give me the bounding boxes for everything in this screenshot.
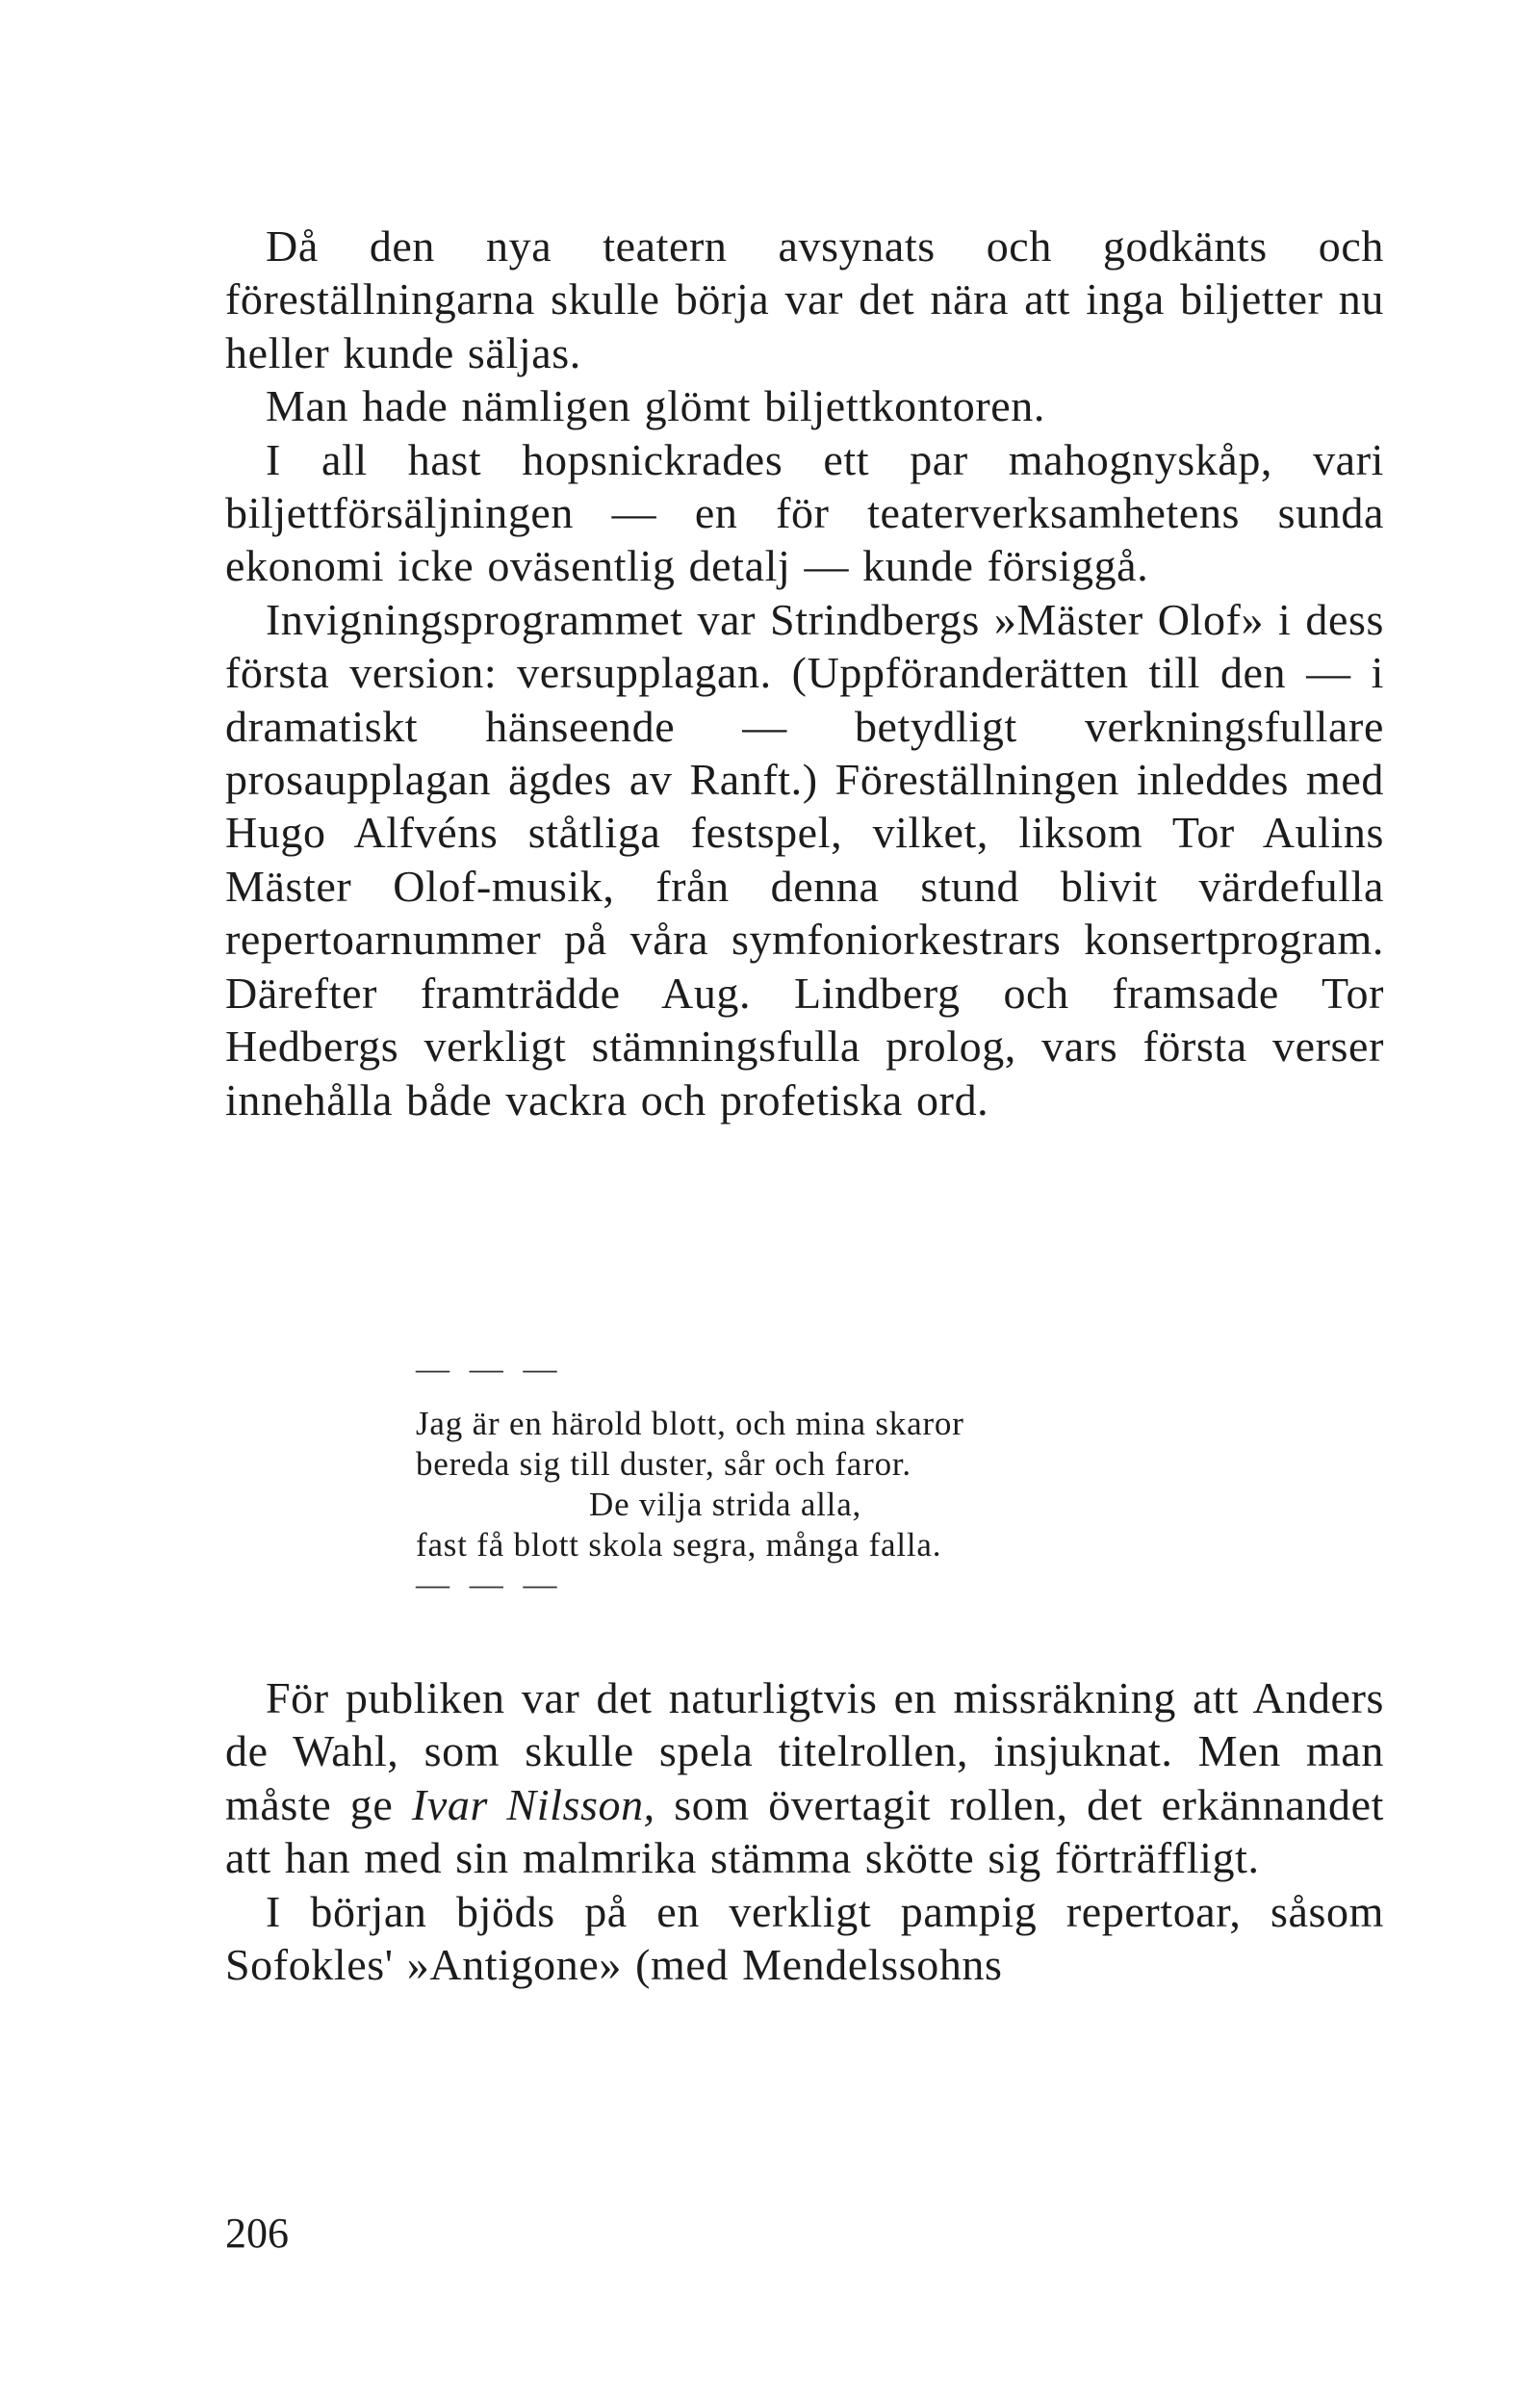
- paragraph-mahogany-cabinets: I all hast hopsnickrades ett par mahognyskåp, vari biljettförsäljningen — en för teaterverksamhetens sunda ekonomi icke oväsentlig detalj — kunde försiggå.: [225, 434, 1384, 591]
- verse-ellipsis-top: — — —: [416, 1350, 563, 1387]
- paragraph-text-end: som övertagit rollen, det erkännandet att han med sin malmrika stämma skötte sig förträffligt.: [225, 1779, 1384, 1883]
- body-text-lower: [225, 1671, 1384, 1991]
- actor-name-italic: Ivar Nilsson,: [411, 1779, 655, 1829]
- paragraph-forgotten-box-offices: Man hade nämligen glömt biljettkontoren.: [266, 381, 1046, 431]
- paragraph-public-disappointment: [225, 1671, 1384, 1885]
- paragraph-repertoire: I början bjöds på en verkligt pampig repertoar, såsom Sofokles' »Antigone» (med Mendelssohns: [225, 1886, 1384, 1990]
- paragraph-inauguration-program: Invigningsprogrammet var Strindbergs »Mäster Olof» i dess första version: versupplagan. (Uppföranderätten till den — i dramatiskt hänseende — betydligt verkningsfullare prosaupplagan ägdes av Ranft.) Föreställningen inleddes med Hugo Alfvéns ståtliga festspel, vilket, liksom Tor Aulins Mäster Olof-musik, från denna stund blivit värdefulla repertoarnummer på våra symfoniorkestrars konsertprogram. Därefter framträdde Aug. Lindberg och framsade Tor Hedbergs verkligt stämningsfulla prolog, vars första verser innehålla både vackra och profetiska ord.: [225, 594, 1384, 1125]
- paragraph-tickets: Då den nya teatern avsynats och godkänts och föreställningarna skulle börja var det nära att inga biljetter nu heller kunde säljas.: [225, 221, 1384, 377]
- body-text-upper: [225, 220, 1384, 1126]
- verse-line-4: fast få blott skola segra, många falla.: [416, 1526, 942, 1564]
- verse-ellipsis-bottom: — — —: [416, 1565, 563, 1603]
- paragraph-text-start: För publiken var det naturligtvis en missräkning att Anders de Wahl, som skulle spela titelrollen, insjuknat. Men man måste ge: [225, 1673, 1384, 1829]
- verse-line-3: De vilja strida alla,: [589, 1486, 862, 1523]
- verse-line-2: bereda sig till duster, sår och faror.: [416, 1445, 911, 1483]
- verse-line-1: Jag är en härold blott, och mina skaror: [416, 1405, 964, 1442]
- page-number: 206: [225, 2210, 289, 2257]
- prologue-verse: [416, 1350, 1205, 1612]
